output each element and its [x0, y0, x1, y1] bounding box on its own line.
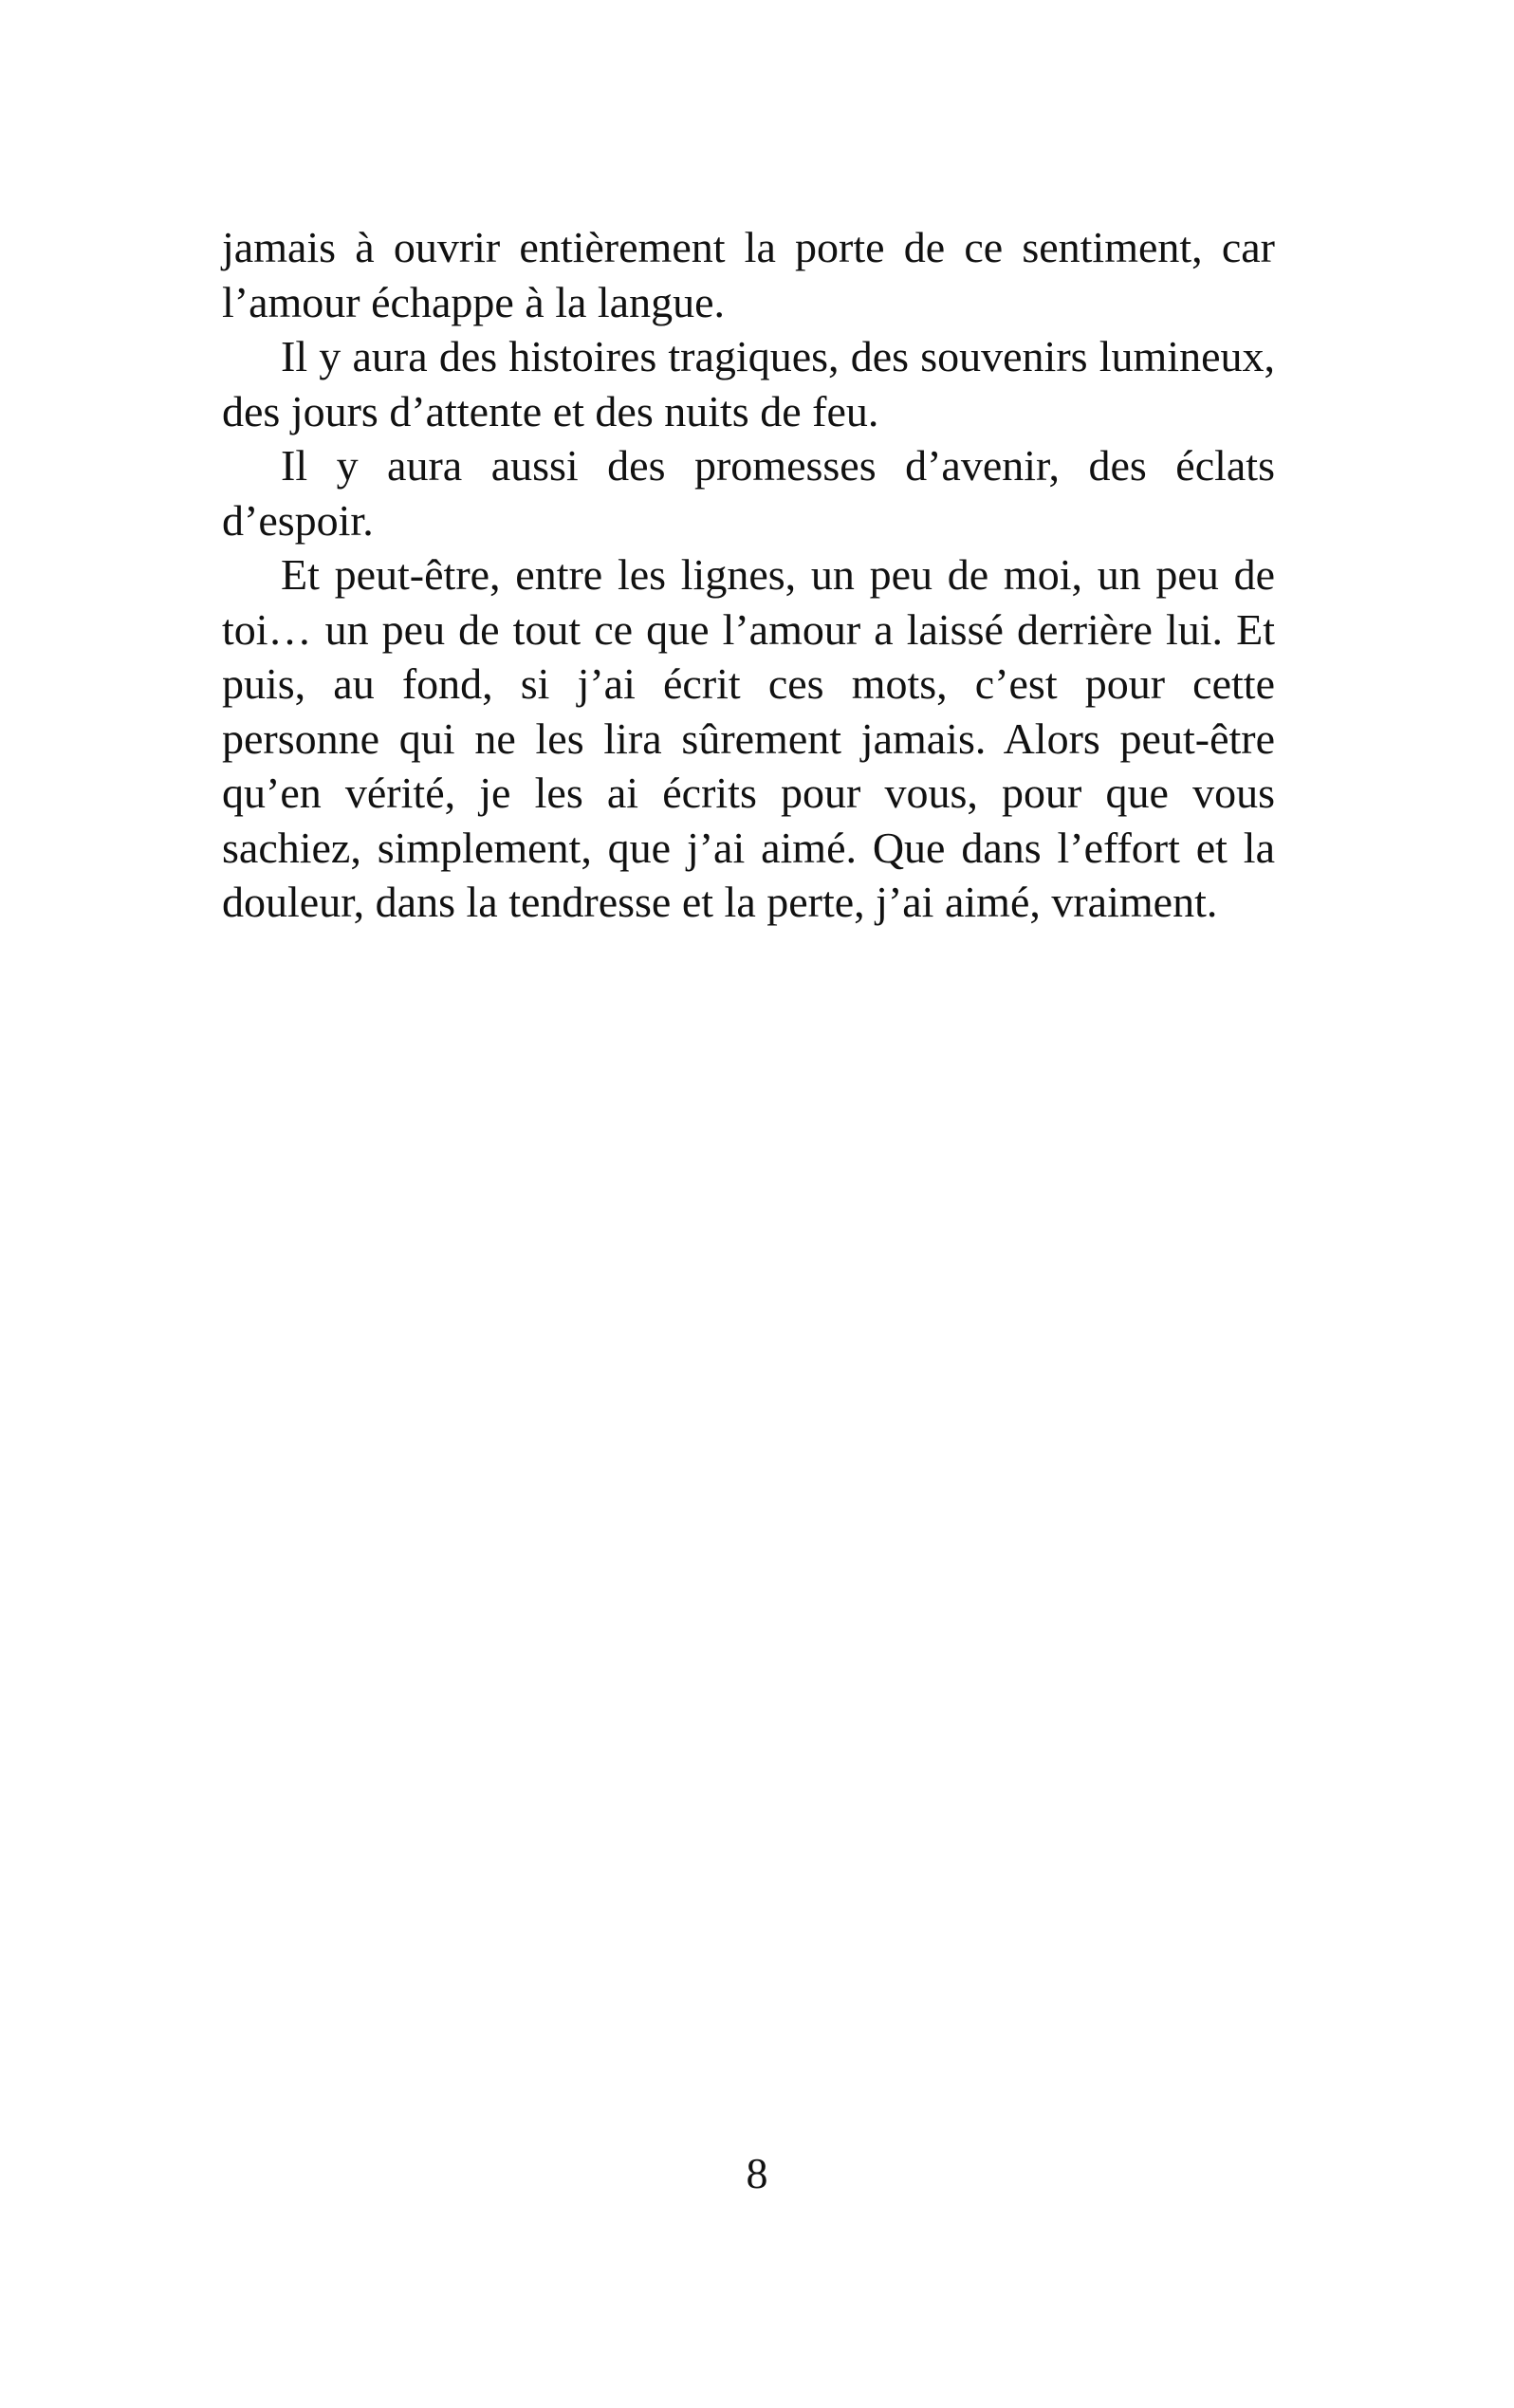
paragraph-conclusion: Et peut-être, entre les lignes, un peu de moi, un peu de toi… un peu de tout ce que l’amour a laissé derrière lui. Et puis, au fond, si j’ai écrit ces mots, c’est pour cette personne qui ne les lira sûrement jamais. Alors peut-être qu’en vérité, je les ai écrits pour vous, pour que vous sachiez, simplement, que j’ai aimé. Que dans l’effort et la douleur, dans la tendresse et la perte, j’ai aimé, vraiment. — [222, 550, 1275, 926]
page-number: 8 — [746, 2149, 768, 2197]
paragraph-continuation: jamais à ouvrir entièrement la porte de ce sentiment, car l’amour échappe à la langue. — [222, 223, 1275, 326]
body-text — [222, 220, 1275, 930]
paragraph-promesses: Il y aura aussi des promesses d’avenir, des éclats d’espoir. — [222, 441, 1275, 545]
paragraph-histoires: Il y aura des histoires tragiques, des souvenirs lumineux, des jours d’attente et des nuits de feu. — [222, 332, 1275, 435]
